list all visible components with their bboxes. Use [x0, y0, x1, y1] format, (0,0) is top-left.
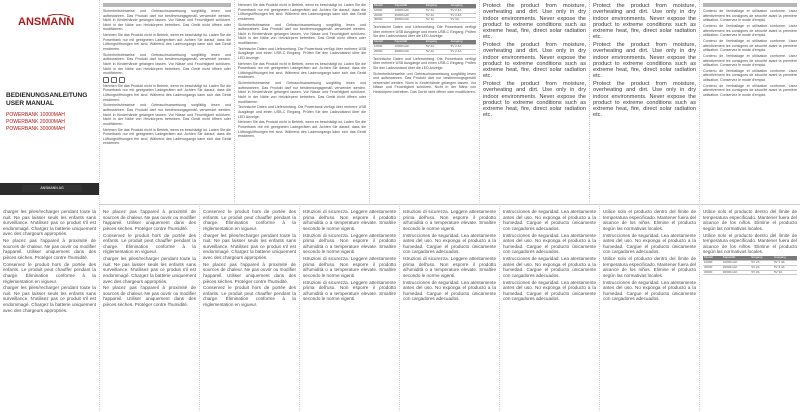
panel-body: Protect the product from moisture, overheating and dirt. Use only in dry indoor environments. Never expose the product to extreme conditions such as extreme heat, fire, direct solar radiation etc.: [483, 41, 586, 80]
panel-en-2: [590, 0, 700, 205]
panel-body: Nehmen Sie das Produkt nicht in Betrieb, wenn es beschädigt ist. Laden Sie die Powerbank nur mit geeigneten Ladegeräten auf. Achten Sie darauf, dass die Lüftungsöffnungen frei sind. Während des Ladevorgangs kann sich das Gerät erwärmen.: [238, 120, 366, 139]
recycle-icon: [119, 77, 125, 83]
panel-de-2: [235, 0, 370, 205]
panel-body: Contenu de l'emballage et utilisation conforme. Lisez attentivement les consignes de sécurité avant la première utilisation. Conservez le mode d'emploi.: [703, 38, 797, 53]
warning-icons: [103, 77, 231, 83]
warning-icon: [103, 77, 109, 83]
table-row: Modell Kapazität Eingang Ausgang: [373, 40, 476, 44]
panel-body: Ne placez pas l'appareil à proximité de sources de chaleur. Ne pas ouvrir ou modifier l'appareil. Utiliser uniquement dans des pièces sèches. Protéger contre l'humidité.: [103, 285, 196, 308]
panel-body: Technische Daten und Lieferumfang. Die Powerbank verfügt über mehrere USB Ausgänge und einen USB-C Eingang. Prüfen Sie den Ladezustand über die LED Anzeige.: [238, 46, 366, 60]
panel-body: Sicherheitshinweise und Gebrauchsanweisung sorgfältig lesen und aufbewahren. Das Produkt darf nur bestimmungsgemäß verwendet werden. Nicht in Kinderhände gelangen lassen. Vor Nässe und Feuchtigkeit schützen. Nicht in der Nähe von Heizkörpern betreiben. Das Gerät nicht öffnen oder modifizieren.: [103, 103, 231, 126]
table-row: 20000 20000mAh 5V 2A 5V 2.4A: [373, 13, 476, 18]
panel-body: Nehmen Sie das Produkt nicht in Betrieb, wenn es beschädigt ist. Laden Sie die Powerbank nur mit geeigneten Ladegeräten auf. Achten Sie darauf, dass die Lüftungsöffnungen frei sind. Während des Ladevorgangs kann sich das Gerät erwärmen.: [103, 83, 231, 102]
panel-body: charger les piles/recharger pendant toute la nuit. Ne pas laisser seuls les enfants sans surveillance. N'utilisez pas ce produit s'il est endommagé. Chargez la batterie uniquement avec des chargeurs appropriés.: [103, 256, 196, 284]
model-item: POWERBANK 20000MAH: [6, 119, 65, 125]
panel-body: Technische Daten und Lieferumfang. Die Powerbank verfügt über mehrere USB Ausgänge und einen USB-C Eingang. Prüfen Sie den Ladezustand über die LED Anzeige.: [373, 56, 476, 70]
panel-header-bar: [703, 3, 797, 7]
cover-panel: [0, 0, 100, 205]
panel-body: Istruzioni di sicurezza. Leggere attentamente prima dell'uso. Non esporre il prodotto all'umidità o a temperature elevate. Smaltire secondo le norme vigenti.: [403, 209, 496, 231]
panel-body: Sicherheitshinweise und Gebrauchsanweisung sorgfältig lesen und aufbewahren. Das Produkt darf nur bestimmungsgemäß verwendet werden. Nicht in Kinderhände gelangen lassen. Vor Nässe und Feuchtigkeit schützen. Nicht in der Nähe von Heizkörpern betreiben. Das Gerät nicht öffnen oder modifizieren.: [238, 22, 366, 45]
panel-header-bar: [103, 3, 231, 7]
panel-body: Nehmen Sie das Produkt nicht in Betrieb, wenn es beschädigt ist. Laden Sie die Powerbank nur mit geeigneten Ladegeräten auf. Achten Sie darauf, dass die Lüftungsöffnungen frei sind. Während des Ladevorgangs kann sich das Gerät erwärmen.: [103, 127, 231, 146]
panel-body: Instrucciones de seguridad. Lea atentamente antes del uso. No exponga el producto a la humedad. Cargue el producto únicamente con cargadores adecuados.: [503, 279, 596, 302]
panel-es-1: [500, 206, 600, 411]
panel-body: Protect the product from moisture, overheating and dirt. Use only in dry indoor environments. Never expose the product to extreme conditions such as extreme heat, fire, direct solar radiation etc.: [593, 80, 696, 119]
top-row: [0, 0, 800, 205]
panel-body: Ne placez pas l'appareil à proximité de sources de chaleur. Ne pas ouvrir ou modifier l'appareil. Utiliser uniquement dans des pièces sèches. Protéger contre l'humidité.: [203, 261, 296, 284]
cover-models: [6, 112, 96, 133]
panel-en-1: [480, 0, 590, 205]
panel-body: Nehmen Sie das Produkt nicht in Betrieb, wenn es beschädigt ist. Laden Sie die Powerbank nur mit geeigneten Ladegeräten auf. Achten Sie darauf, dass die Lüftungsöffnungen frei sind. Während des Ladevorgangs kann sich das Gerät erwärmen.: [103, 33, 231, 51]
table-row: 20000 20000mAh 5V 2A 5V 2.4A: [373, 49, 476, 54]
panel-body: Sicherheitshinweise und Gebrauchsanweisung sorgfältig lesen und aufbewahren. Das Produkt darf nur bestimmungsgemäß verwendet werden. Nicht in Kinderhände gelangen lassen. Vor Nässe und Feuchtigkeit schützen. Nicht in der Nähe von Heizkörpern betreiben. Das Gerät nicht öffnen oder modifizieren.: [103, 9, 231, 32]
panel-body: Nehmen Sie das Produkt nicht in Betrieb, wenn es beschädigt ist. Laden Sie die Powerbank nur mit geeigneten Ladegeräten auf. Achten Sie darauf, dass die Lüftungsöffnungen frei sind. Während des Ladevorgangs kann sich das Gerät erwärmen.: [238, 3, 366, 21]
model-item: POWERBANK 10000MAH: [6, 112, 65, 118]
panel-es-3: [700, 206, 800, 411]
panel-body: Ne placez pas l'appareil à proximité de sources de chaleur. Ne pas ouvrir ou modifier l'appareil. Utiliser uniquement dans des pièces sèches. Protéger contre l'humidité.: [3, 238, 96, 260]
info-icon: [111, 77, 117, 83]
panel-body: Technische Daten und Lieferumfang. Die Powerbank verfügt über mehrere USB Ausgänge und einen USB-C Eingang. Prüfen Sie den Ladezustand über die LED Anzeige.: [373, 25, 476, 39]
panel-body: Contenu de l'emballage et utilisation conforme. Lisez attentivement les consignes de sécurité avant la première utilisation. Conservez le mode d'emploi.: [703, 68, 797, 83]
spec-table: [373, 4, 476, 23]
panel-body: Instrucciones de seguridad. Lea atentamente antes del uso. No exponga el producto a la humedad. Cargue el producto únicamente con cargadores adecuados.: [503, 232, 596, 255]
panel-body: Istruzioni di sicurezza. Leggere attentamente prima dell'uso. Non esporre il prodotto all'umidità o a temperature elevate. Smaltire secondo le norme vigenti.: [303, 209, 396, 231]
spec-table: [373, 40, 476, 54]
panel-body: charger les piles/recharger pendant toute la nuit. Ne pas laisser seuls les enfants sans surveillance. N'utilisez pas ce produit s'il est endommagé. Chargez la batterie uniquement avec des chargeurs appropriés.: [3, 285, 96, 313]
bottom-row: [0, 206, 800, 411]
table-row: Modell Kapazität Eingang Ausgang: [703, 256, 797, 260]
panel-body: Contenu de l'emballage et utilisation conforme. Lisez attentivement les consignes de sécurité avant la première utilisation. Conservez le mode d'emploi.: [703, 23, 797, 38]
panel-de-3: [370, 0, 480, 205]
panel-body: Ne placez pas l'appareil à proximité de sources de chaleur. Ne pas ouvrir ou modifier l'appareil. Utiliser uniquement dans des pièces sèches. Protéger contre l'humidité.: [103, 209, 196, 231]
table-row: Modell Kapazität Eingang Ausgang: [373, 4, 476, 8]
logo-text: ANSMANN: [18, 16, 75, 28]
panel-body: charger les piles/recharger pendant toute la nuit. Ne pas laisser seuls les enfants sans surveillance. N'utilisez pas ce produit s'il est endommagé. Chargez la batterie uniquement avec des chargeurs appropriés.: [3, 209, 96, 237]
panel-fr-4: [200, 206, 300, 411]
panel-body: Contenu de l'emballage et utilisation conforme. Lisez attentivement les consignes de sécurité avant la première utilisation. Conservez le mode d'emploi.: [703, 83, 797, 98]
panel-body: Sicherheitshinweise und Gebrauchsanweisung sorgfältig lesen und aufbewahren. Das Produkt darf nur bestimmungsgemäß verwendet werden. Nicht in Kinderhände gelangen lassen. Vor Nässe und Feuchtigkeit schützen. Nicht in der Nähe von Heizkörpern betreiben. Das Gerät nicht öffnen oder modifizieren.: [238, 81, 366, 104]
panel-body: Utilice solo el producto dentro del límite de temperatura especificado. Mantener fuera del alcance de los niños. Elimine el producto según las normativas locales.: [703, 209, 797, 231]
title-de: BEDIENUNGSANLEITUNG: [6, 92, 88, 99]
panel-body: Utilice solo el producto dentro del límite de temperatura especificado. Mantener fuera del alcance de los niños. Elimine el producto según las normativas locales.: [603, 209, 696, 231]
panel-body: Instrucciones de seguridad. Lea atentamente antes del uso. No exponga el producto a la humedad. Cargue el producto únicamente con cargadores adecuados.: [503, 256, 596, 278]
panel-body: Instrucciones de seguridad. Lea atentamente antes del uso. No exponga el producto a la humedad. Cargue el producto únicamente con cargadores adecuados.: [503, 209, 596, 231]
panel-body: Protect the product from moisture, overheating and dirt. Use only in dry indoor environments. Never expose the product to extreme conditions such as extreme heat, fire, direct solar radiation etc.: [593, 3, 696, 41]
panel-body: Protect the product from moisture, overheating and dirt. Use only in dry indoor environments. Never expose the product to extreme conditions such as extreme heat, fire, direct solar radiation etc.: [483, 80, 586, 119]
panel-body: Conservez le produit hors de portée des enfants. Le produit peut chauffer pendant la charge. Élimination conforme à la réglementation en vigueur.: [203, 285, 296, 308]
panel-it-1: [300, 206, 400, 411]
panel-body: Utilice solo el producto dentro del límite de temperatura especificado. Mantener fuera del alcance de los niños. Elimine el producto según las normativas locales.: [703, 232, 797, 255]
table-row: 30000 30000mAh 5V 3A 5V 3A: [703, 270, 797, 275]
table-row: 10000 10000mAh 5V 2A 5V 2.4A: [703, 260, 797, 265]
panel-fr-3: [100, 206, 200, 411]
table-row: 10000 10000mAh 5V 2A 5V 2.4A: [373, 44, 476, 49]
panel-body: Sicherheitshinweise und Gebrauchsanweisung sorgfältig lesen und aufbewahren. Das Produkt darf nur bestimmungsgemäß verwendet werden. Nicht in Kinderhände gelangen lassen. Vor Nässe und Feuchtigkeit schützen. Nicht in der Nähe von Heizkörpern betreiben. Das Gerät nicht öffnen oder modifizieren.: [103, 52, 231, 76]
panel-body: Contenu de l'emballage et utilisation conforme. Lisez attentivement les consignes de sécurité avant la première utilisation. Conservez le mode d'emploi.: [703, 9, 797, 23]
panel-body: Technische Daten und Lieferumfang. Die Powerbank verfügt über mehrere USB Ausgänge und einen USB-C Eingang. Prüfen Sie den Ladezustand über die LED Anzeige.: [238, 105, 366, 119]
panel-body: Sicherheitshinweise und Gebrauchsanweisung sorgfältig lesen und aufbewahren. Das Produkt darf nur bestimmungsgemäß verwendet werden. Nicht in Kinderhände gelangen lassen. Vor Nässe und Feuchtigkeit schützen. Nicht in der Nähe von Heizkörpern betreiben. Das Gerät nicht öffnen oder modifizieren.: [373, 71, 476, 94]
title-en: USER MANUAL: [6, 100, 55, 107]
panel-body: Instrucciones de seguridad. Lea atentamente antes del uso. No exponga el producto a la humedad. Cargue el producto únicamente con cargadores adecuados.: [403, 232, 496, 255]
table-row: 30000 30000mAh 5V 3A 5V 3A: [373, 18, 476, 23]
panel-body: Contenu de l'emballage et utilisation conforme. Lisez attentivement les consignes de sécurité avant la première utilisation. Conservez le mode d'emploi.: [703, 53, 797, 68]
panel-body: Conservez le produit hors de portée des enfants. Le produit peut chauffer pendant la charge. Élimination conforme à la réglementation en vigueur.: [103, 232, 196, 255]
panel-body: Conservez le produit hors de portée des enfants. Le produit peut chauffer pendant la charge. Élimination conforme à la réglementation en vigueur.: [203, 209, 296, 231]
model-item: POWERBANK 30000MAH: [6, 126, 65, 132]
table-row: 10000 10000mAh 5V 2A 5V 2.4A: [373, 8, 476, 13]
spec-table: [703, 256, 797, 275]
panel-body: Protect the product from moisture, overheating and dirt. Use only in dry indoor environments. Never expose the product to extreme conditions such as extreme heat, fire, direct solar radiation etc.: [483, 3, 586, 41]
panel-body: Utilice solo el producto dentro del límite de temperatura especificado. Mantener fuera del alcance de los niños. Elimine el producto según las normativas locales.: [603, 256, 696, 278]
panel-body: Nehmen Sie das Produkt nicht in Betrieb, wenn es beschädigt ist. Laden Sie die Powerbank nur mit geeigneten Ladegeräten auf. Achten Sie darauf, dass die Lüftungsöffnungen frei sind. Während des Ladevorgangs kann sich das Gerät erwärmen.: [238, 61, 366, 80]
cover-title: [6, 92, 96, 108]
panel-it-2: [400, 206, 500, 411]
panel-body: Istruzioni di sicurezza. Leggere attentamente prima dell'uso. Non esporre il prodotto all'umidità o a temperature elevate. Smaltire secondo le norme vigenti.: [403, 256, 496, 278]
panel-body: Protect the product from moisture, overheating and dirt. Use only in dry indoor environments. Never expose the product to extreme conditions such as extreme heat, fire, direct solar radiation etc.: [593, 41, 696, 80]
ansmann-logo-icon: [18, 14, 82, 28]
panel-body: Instrucciones de seguridad. Lea atentamente antes del uso. No exponga el producto a la humedad. Cargue el producto únicamente con cargadores adecuados.: [603, 232, 696, 255]
panel-body: Conservez le produit hors de portée des enfants. Le produit peut chauffer pendant la charge. Élimination conforme à la réglementation en vigueur.: [3, 261, 96, 284]
panel-body: Istruzioni di sicurezza. Leggere attentamente prima dell'uso. Non esporre il prodotto all'umidità o a temperature elevate. Smaltire secondo le norme vigenti.: [303, 279, 396, 302]
panel-fr-2: [0, 206, 100, 411]
panel-body: Istruzioni di sicurezza. Leggere attentamente prima dell'uso. Non esporre il prodotto all'umidità o a temperature elevate. Smaltire secondo le norme vigenti.: [303, 232, 396, 255]
table-row: 20000 20000mAh 5V 2A 5V 2.4A: [703, 265, 797, 270]
panel-body: Instrucciones de seguridad. Lea atentamente antes del uso. No exponga el producto a la humedad. Cargue el producto únicamente con cargadores adecuados.: [403, 279, 496, 302]
panel-es-2: [600, 206, 700, 411]
panel-de-1: [100, 0, 235, 205]
cover-code: ANSMANN AG: [22, 185, 82, 192]
panel-body: charger les piles/recharger pendant toute la nuit. Ne pas laisser seuls les enfants sans surveillance. N'utilisez pas ce produit s'il est endommagé. Chargez la batterie uniquement avec des chargeurs appropriés.: [203, 232, 296, 260]
panel-body: Instrucciones de seguridad. Lea atentamente antes del uso. No exponga el producto a la humedad. Cargue el producto únicamente con cargadores adecuados.: [603, 279, 696, 302]
panel-body: Istruzioni di sicurezza. Leggere attentamente prima dell'uso. Non esporre il prodotto all'umidità o a temperature elevate. Smaltire secondo le norme vigenti.: [303, 256, 396, 278]
panel-fr-1: [700, 0, 800, 205]
